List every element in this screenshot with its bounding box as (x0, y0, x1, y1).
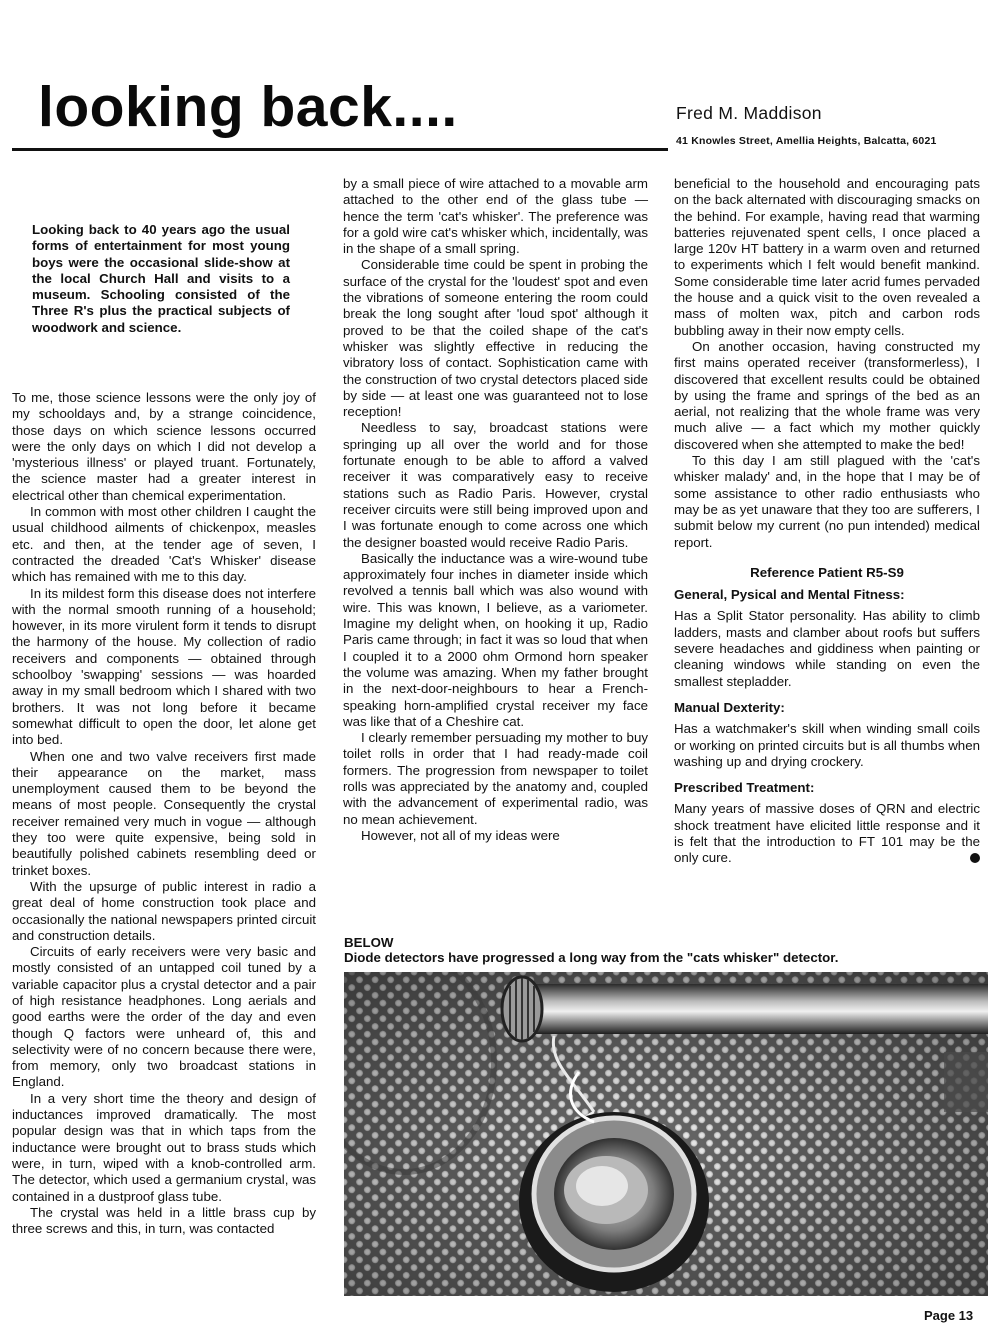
report-heading: Manual Dexterity: (674, 699, 785, 715)
paragraph: Basically the inductance was a wire-wound tube approximately four inches in diameter inside which revolved a tennis ball which was also wound with wire. This was known, I believe, as a variometer. Imagine my delight when, on hooking it up, Radio Paris came through; in fact it was so loud that when I coupled it to a 2000 ohm Ormond horn speaker the volume was amazing. When my father brought in the next-door-neighbours to hear a French-speaking horn-amplified crystal receiver my face was like that of a Cheshire cat. (343, 550, 648, 729)
end-mark-icon (970, 853, 980, 863)
report-title: Reference Patient R5-S9 (750, 564, 904, 580)
report-text (674, 801, 980, 866)
page-title: looking back.... (38, 75, 458, 139)
report-text: Has a watchmaker's skill when winding small coils or working on printed circuits but is all thumbs when washing up and drying crockery. (674, 721, 980, 769)
paragraph: In its mildest form this disease does not interfere with the normal smooth running of a household; however, in its more virulent form it tends to disrupt the harmony of the house. My collection of radio receivers and components — obtained through schoolboy 'swapping' sessions — was hoarded away in my small bedroom which I shared with two brothers. It was not long before it became somewhat difficult to open the door, let alone get into bed. (12, 585, 316, 748)
author-name: Fred M. Maddison (676, 103, 822, 123)
paragraph: To this day I am still plagued with the 'cat's whisker malady' and, in the hope that I may be of some assistance to other radio enthusiasts who may be as yet unaware that they too are sufferers, I submit below my current (no pun intended) medical report. (674, 453, 980, 550)
report-heading: General, Pysical and Mental Fitness: (674, 587, 905, 603)
paragraph: To me, those science lessons were the only joy of my schooldays and, by a strange coincidence, those days on which science lessons occurred were the only days on which I did not develop a 'mysterious illness' or played truant. Fortunately, the science master had a greater interest in electrical other than chemical experimentation. (12, 390, 316, 503)
paragraph: In common with most other children I caught the usual childhood ailments of chickenpox, measles etc. and then, at the tender age of seven, I contracted the dreaded 'Cat's Whisker' disease which has remained with me to this day. (12, 504, 316, 585)
article-column-2 (343, 176, 648, 844)
caption-text: Diode detectors have progressed a long way from the "cats whisker" detector. (344, 950, 839, 965)
page-number: Page 13 (924, 1308, 974, 1323)
paragraph: In a very short time the theory and design of inductances improved dramatically. The most popular design was that in which taps from the inductance were brought out to brass studs which were, in turn, wiped with a knob-controlled arm. The detector, which used a germanium crystal, was contained in a dustproof glass tube. (12, 1090, 316, 1204)
crystal-detector-photo (344, 972, 988, 1296)
header-rule (12, 148, 668, 151)
paragraph: On another occasion, having constructed my first mains operated receiver (transformerless), I discovered that excellent results could be obtained by using the frame and springs of the bed as an aerial, not realizing that the whole frame was very much alive — a fact which my mother quickly discovered when she attempted to make the bed! (674, 338, 980, 452)
photo-illustration (344, 972, 988, 1296)
paragraph: Needless to say, broadcast stations were springing up all over the world and for those fortunate enough to be able to afford a valved receiver it was comparatively easy to receive stations such as Radio Paris. However, crystal receiver circuits were still being improved upon and I was fortunate enough to come across one which the designer boasted would receive Radio Paris. (343, 420, 648, 550)
intro-paragraph: Looking back to 40 years ago the usual forms of entertainment for most young boys were the occasional slide-show at the local Church Hall and visits to a museum. Schooling consisted of the Three R's plus the practical subjects of woodwork and science. (32, 222, 290, 335)
report-text: Has a Split Stator personality. Has ability to climb ladders, masts and clamber about roofs but suffers severe headaches and giddiness when painting or cleaning windows while standing on even the smallest stepladder. (674, 608, 980, 689)
paragraph: I clearly remember persuading my mother to buy toilet rolls in order that I had ready-made coil formers. The progression from newspaper to toilet rolls was appreciated by the anatomy and, coupled with the advancement of experimental radio, was no mean achievement. (343, 730, 648, 827)
article-column-3 (674, 176, 980, 867)
paragraph: The crystal was held in a little brass cup by three screws and this, in turn, was contacted (12, 1204, 316, 1237)
paragraph: However, not all of my ideas were (361, 827, 560, 843)
paragraph: beneficial to the household and encouraging pats on the back alternated with discouraging smacks on the behind. For example, having read that warming batteries rejuvenated spent cells, I once placed a large 120v HT battery in a warm oven and returned to experiments which I felt would benefit mankind. Some considerable time later acrid fumes pervaded the house and a quick visit to the oven revealed a mass of molten wax, pitch and carbon rods bubbling away in their now empty cells. (674, 176, 980, 338)
caption-label: BELOW (344, 935, 394, 950)
article-column-1 (12, 390, 316, 1237)
report-text-content: Many years of massive doses of QRN and electric shock treatment have elicited little response and it is felt that the introduction to FT 101 may be the only cure. (674, 801, 980, 866)
report-heading: Prescribed Treatment: (674, 780, 815, 796)
paragraph: Circuits of early receivers were very basic and mostly consisted of an untapped coil tuned by a variable capacitor plus a crystal detector and a pair of high resistance headphones. Long aerials and good earths were the order of the day and even though Q factors were unheard of, this and selectivity were of no concern because there were, from memory, only two broadcast stations in England. (12, 944, 316, 1090)
paragraph: When one and two valve receivers first made their appearance on the market, mass unemployment caused them to be beyond the means of most people. Consequently the crystal receiver remained very much in vogue — although they too were quite expensive, being sold in beautifully polished cabinets resembling deed or trinket boxes. (12, 748, 316, 878)
author-address: 41 Knowles Street, Amellia Heights, Balcatta, 6021 (676, 135, 937, 147)
paragraph: Considerable time could be spent in probing the surface of the crystal for the 'loudest' spot and even the vibrations of someone entering the room could break the long sought after 'loud spot' although it proved to be that the coiled shape of the cat's whisker was slightly effective in reducing the vibratory loss of contact. Sophistication came with the construction of two crystal detectors placed side by side — at least one was guaranteed not to lose reception! (343, 257, 648, 420)
paragraph: by a small piece of wire attached to a movable arm attached to the other end of the glass tube — hence the term 'cat's whisker'. The preference was for a gold wire cat's whisker which, incidentally, was in the shape of a small spring. (343, 176, 648, 257)
paragraph: With the upsurge of public interest in radio a great deal of home construction took place and occasionally the national newspapers printed circuit and construction details. (12, 878, 316, 943)
